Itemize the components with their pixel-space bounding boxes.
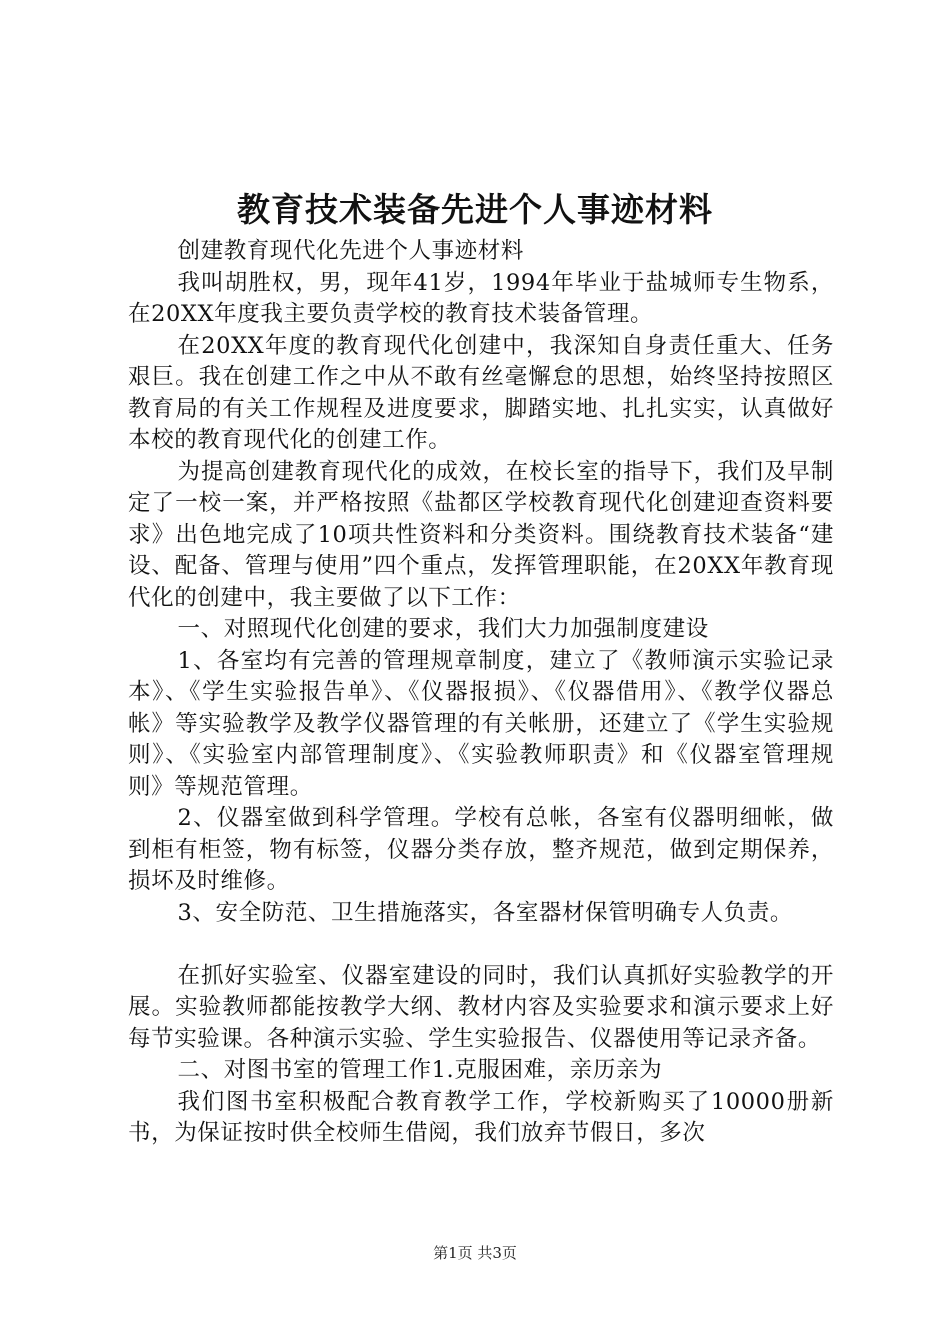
paragraph-subtitle: 创建教育现代化先进个人事迹材料 — [177, 238, 525, 264]
paragraph-library: 我们图书室积极配合教育教学工作，学校新购买了10000册新书，为保证按时供全校师生借阅，我们放弃节假日，多次 — [128, 1088, 834, 1146]
paragraph-item-2: 2、仪器室做到科学管理。学校有总帐，各室有仪器明细帐，做到柜有柜签，物有标签，仪器分类存放，整齐规范，做到定期保养，损坏及时维修。 — [128, 805, 834, 894]
paragraph-effectiveness: 为提高创建教育现代化的成效，在校长室的指导下，我们及早制定了一校一案，并严格按照《盐都区学校教育现代化创建迎查资料要求》出色地完成了10项共性资料和分类资料。围绕教育技术装备“建设、配备、管理与使用”四个重点，发挥管理职能，在20XX年教育现代化的创建中，我主要做了以下工作： — [128, 458, 834, 611]
paragraph-item-3: 3、安全防范、卫生措施落实，各室器材保管明确专人负责。 — [177, 899, 794, 926]
section-heading-2: 二、对图书室的管理工作1.克服困难，亲历亲为 — [177, 1057, 663, 1083]
page-footer: 第1页 共3页 — [433, 1244, 517, 1262]
paragraph-responsibility: 在20XX年度的教育现代化创建中，我深知自身责任重大、任务艰巨。我在创建工作之中从不敢有丝毫懈怠的思想，始终坚持按照区教育局的有关工作规程及进度要求，脚踏实地、扎扎实实，认真做好本校的教育现代化的创建工作。 — [128, 332, 834, 453]
paragraph-item-1: 1、各室均有完善的管理规章制度，建立了《教师演示实验记录本》、《学生实验报告单》、《仪器报损》、《仪器借用》、《教学仪器总帐》等实验教学及教学仪器管理的有关帐册，还建立了《学生实验规则》、《实验室内部管理制度》、《实验教师职责》和《仪器室管理规则》等规范管理。 — [128, 647, 834, 800]
document-body — [128, 236, 834, 1150]
section-heading-1: 一、对照现代化创建的要求，我们大力加强制度建设 — [177, 616, 709, 642]
document-title: 教育技术装备先进个人事迹材料 — [237, 190, 713, 229]
paragraph-experiment-teaching: 在抓好实验室、仪器室建设的同时，我们认真抓好实验教学的开展。实验教师都能按教学大纲、教材内容及实验要求和演示要求上好每节实验课。各种演示实验、学生实验报告、仪器使用等记录齐备。 — [128, 962, 834, 1052]
paragraph-intro: 我叫胡胜权，男，现年41岁，1994年毕业于盐城师专生物系，在20XX年度我主要负责学校的教育技术装备管理。 — [128, 269, 834, 327]
